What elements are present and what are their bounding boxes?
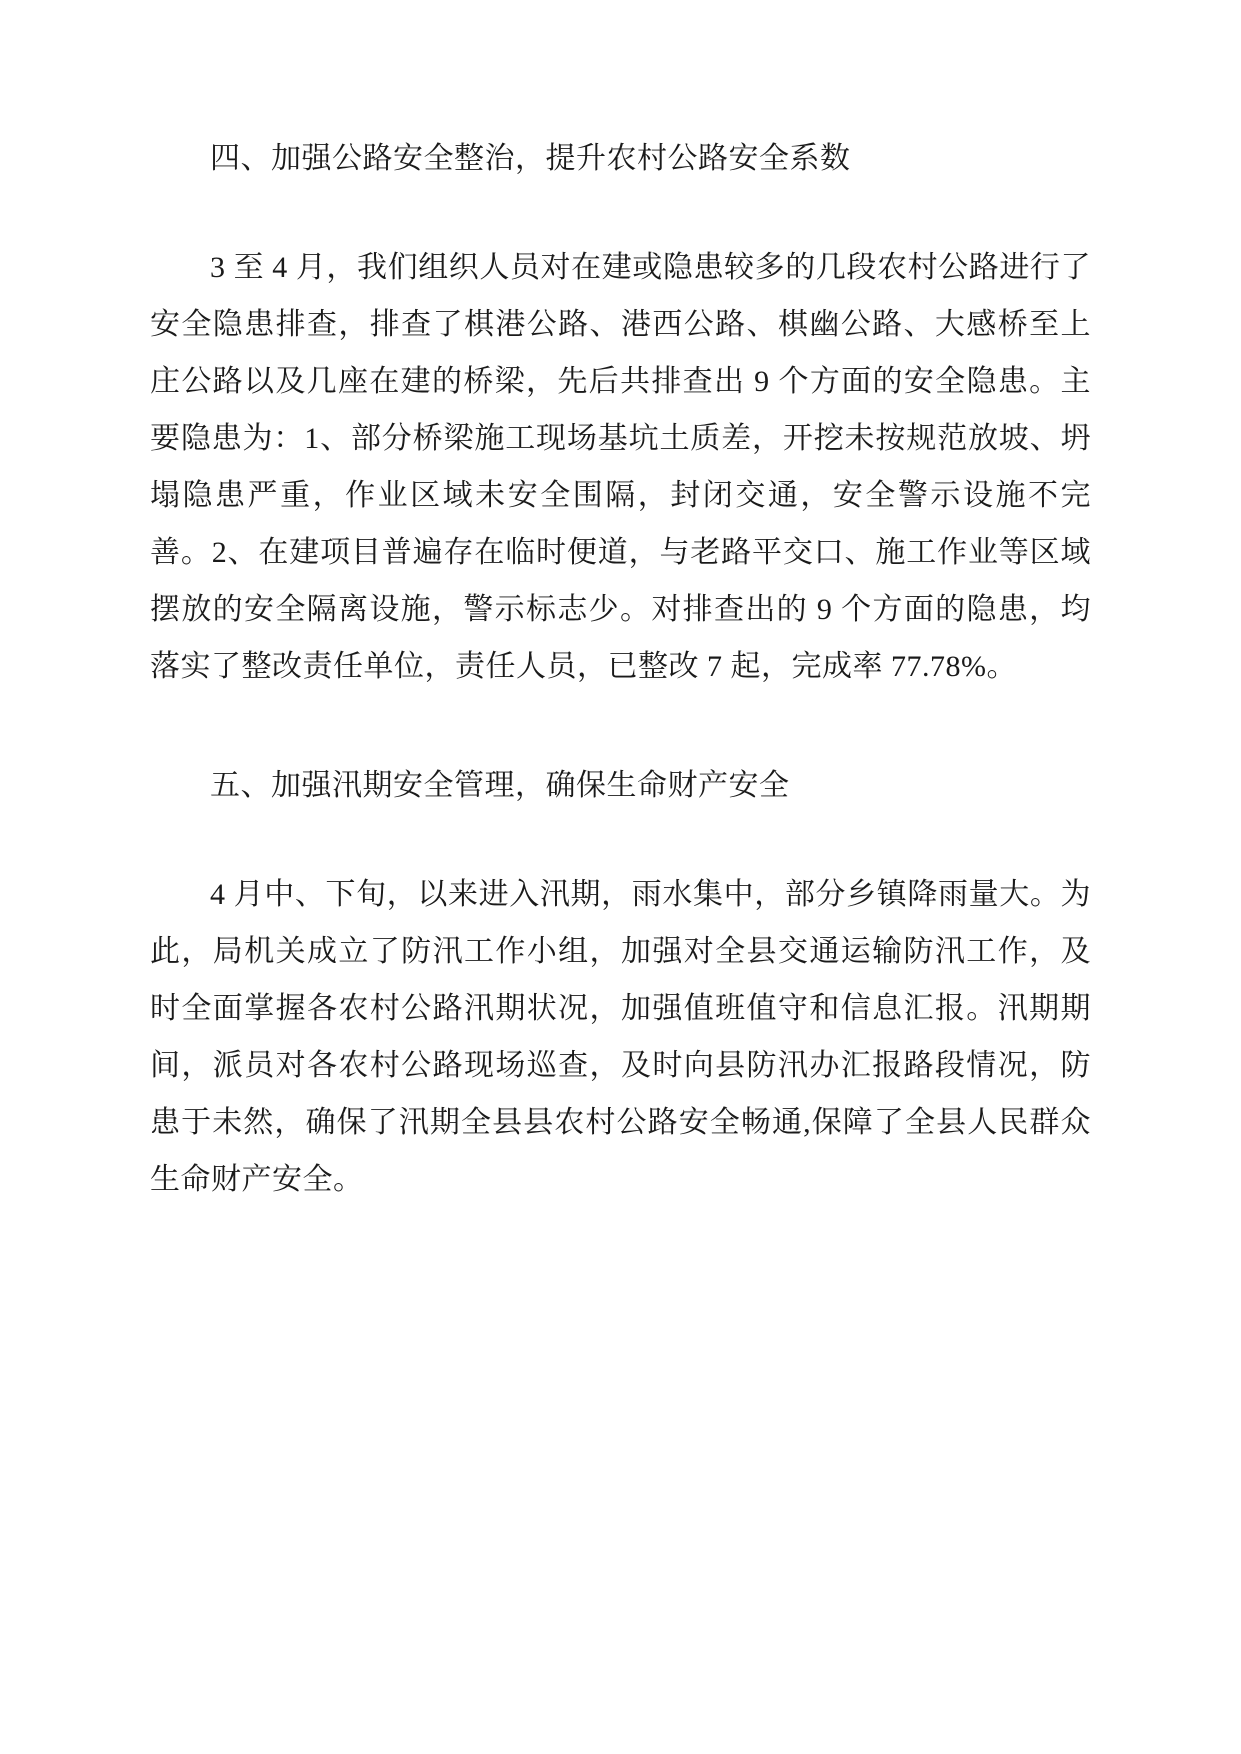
spacer — [150, 695, 1091, 757]
spacer — [150, 814, 1091, 866]
spacer — [150, 187, 1091, 239]
heading-section-four: 四、加强公路安全整治，提升农村公路安全系数 — [210, 142, 851, 175]
heading-section-five: 五、加强汛期安全管理，确保生命财产安全 — [210, 769, 790, 802]
paragraph-section-five-body: 4 月中、下旬，以来进入汛期，雨水集中，部分乡镇降雨量大。为此，局机关成立了防汛工作小组，加强对全县交通运输防汛工作，及时全面掌握各农村公路汛期状况，加强值班值守和信息汇报。汛期期间，派员对各农村公路现场巡查，及时向县防汛办汇报路段情况，防患于未然，确保了汛期全县县农村公路安全畅通,保障了全县人民群众生命财产安全。 — [150, 878, 1091, 1196]
paragraph-section-four-body: 3 至 4 月，我们组织人员对在建或隐患较多的几段农村公路进行了安全隐患排查，排查了棋港公路、港西公路、棋幽公路、大感桥至上庄公路以及几座在建的桥梁，先后共排查出 9 个方面的安全隐患。主要隐患为：1、部分桥梁施工现场基坑土质差，开挖未按规范放坡、坍塌隐患严重，作业区域未安全围隔，封闭交通，安全警示设施不完善。2、在建项目普遍存在临时便道，与老路平交口、施工作业等区域摆放的安全隔离设施，警示标志少。对排查出的 9 个方面的隐患，均落实了整改责任单位，责任人员，已整改 7 起，完成率 77.78%。 — [150, 251, 1091, 683]
document-body — [150, 130, 1091, 1208]
